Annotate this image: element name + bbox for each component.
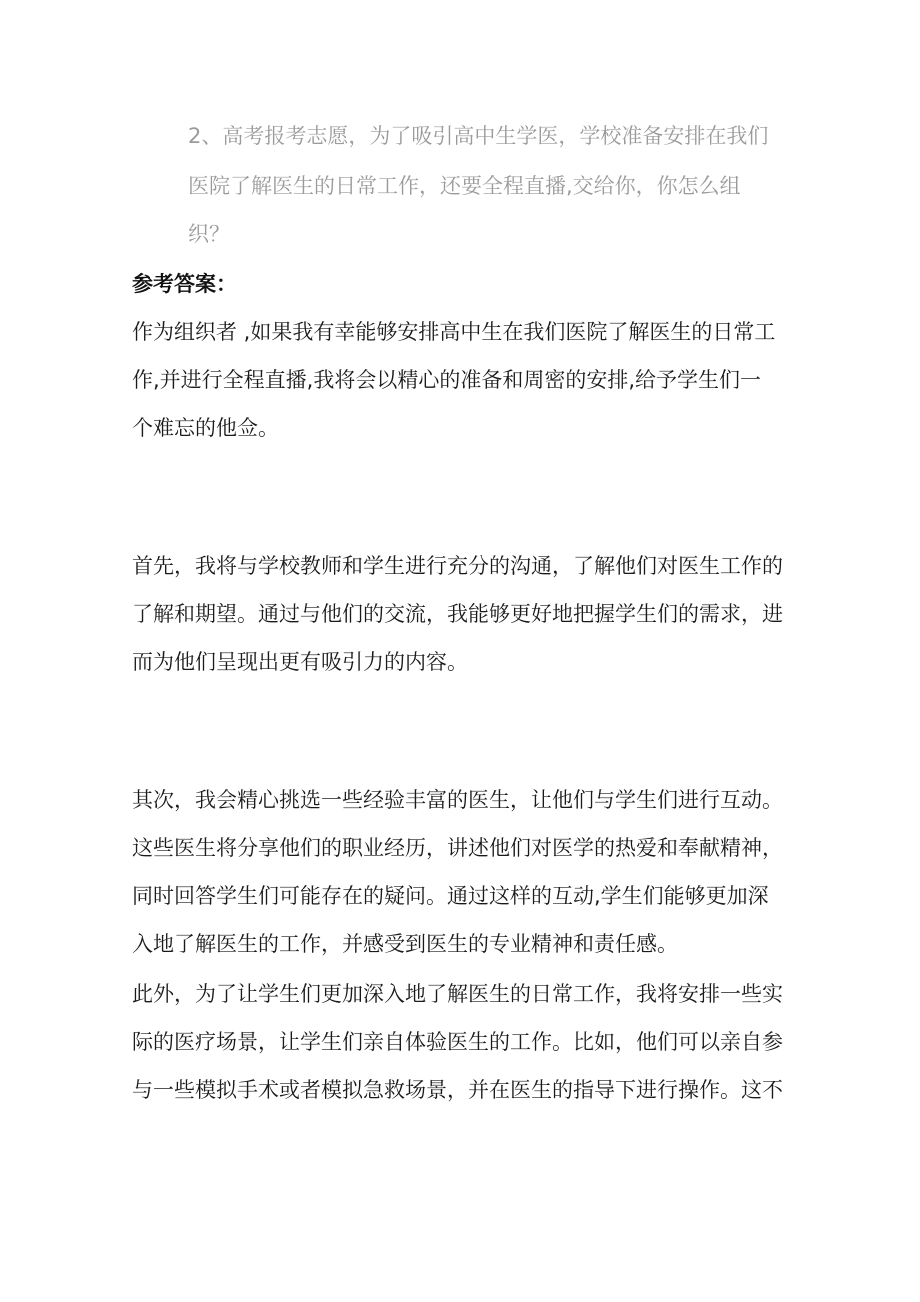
paragraph-line: 作,并进行全程直播,我将会以精心的准备和周密的安排,给予学生们一 <box>132 368 762 392</box>
paragraph-line: 了解和期望。通过与他们的交流，我能够更好地把握学生们的需求，进 <box>132 602 783 626</box>
paragraph-line: 同时回答学生们可能存在的疑问。通过这样的互动,学生们能够更加深 <box>132 884 769 908</box>
answer-heading: 参考答案： <box>132 272 237 296</box>
question-line: 医院了解医生的日常工作，还要全程直播,交给你，你怎么组 <box>188 174 741 198</box>
paragraph-line: 这些医生将分享他们的职业经历，讲述他们对医学的热爱和奉献精神， <box>132 836 783 860</box>
paragraph-line: 入地了解医生的工作，并感受到医生的专业精神和责任感。 <box>132 932 678 956</box>
paragraph-line: 此外，为了让学生们更加深入地了解医生的日常工作，我将安排一些实 <box>132 982 783 1006</box>
paragraph-line: 个难忘的他佥。 <box>132 416 279 440</box>
paragraph-line: 与一些模拟手术或者模拟急救场景，并在医生的指导下进行操作。这不 <box>132 1078 783 1102</box>
paragraph-line: 作为组织者 ,如果我有幸能够安排高中生在我们医院了解医生的日常工 <box>132 320 776 344</box>
paragraph-line: 而为他们呈现出更有吸引力的内容。 <box>132 650 468 674</box>
paragraph-line: 首先，我将与学校教师和学生进行充分的沟通，了解他们对医生工作的 <box>132 554 783 578</box>
paragraph-line: 其次，我会精心挑选一些经验丰富的医生，让他们与学生们进行互动。 <box>132 788 783 812</box>
question-line: 2、高考报考志愿，为了吸引高中生学医，学校准备安排在我们 <box>188 124 769 148</box>
paragraph-line: 际的医疗场景，让学生们亲自体验医生的工作。比如，他们可以亲自参 <box>132 1030 783 1054</box>
question-line: 织？ <box>188 222 230 246</box>
